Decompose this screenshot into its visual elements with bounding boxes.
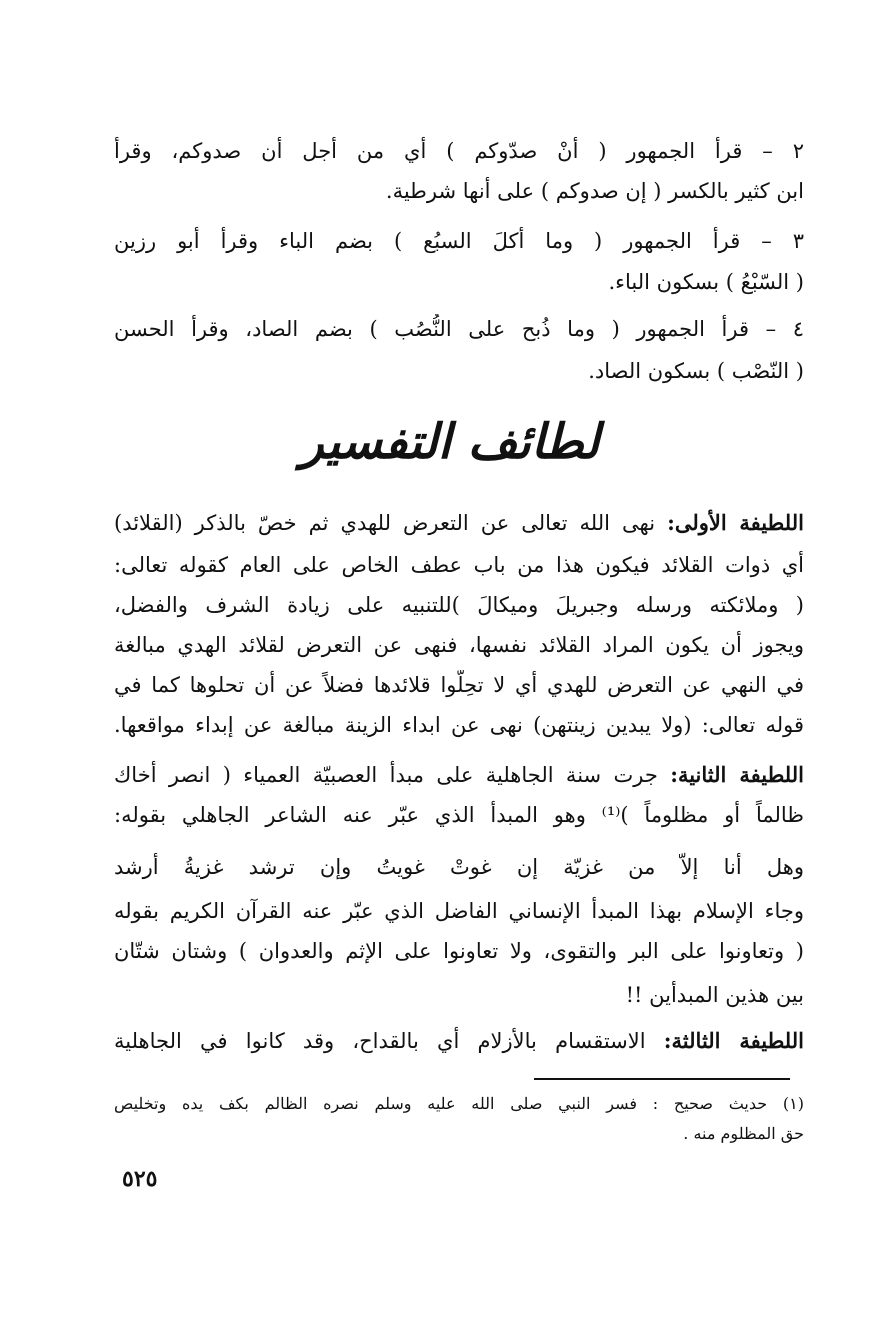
reading-2-line-2: ابن كثير بالكسر ( إن صدوكم ) على أنها شرطية.	[385, 179, 804, 203]
reading-2-line-1	[114, 136, 804, 166]
reading-4-line-1	[114, 314, 804, 344]
footnote-line-1: (١) حديث صحيح : فسر النبي صلى الله عليه وسلم نصره الظالم بكف يده وتخليص	[114, 1094, 804, 1113]
subtlety-2-line-5: ( وتعاونوا على البر والتقوى، ولا تعاونوا على الإثم والعدوان ) وشتان شتّان	[114, 939, 804, 963]
subtlety-1-line-6: قوله تعالى: (ولا يبدين زينتهن) نهى عن ابداء الزينة مبالغة عن إبداء مواقعها.	[114, 713, 804, 737]
footnote-line-2: حق المظلوم منه .	[683, 1124, 804, 1143]
section-heading-text: لطائف التفسير	[300, 414, 600, 470]
subtlety-1-line-2: أي ذوات القلائد فيكون هذا من باب عطف الخاص على العام كقوله تعالى:	[114, 553, 804, 577]
subtlety-2-line-1	[114, 760, 804, 790]
reading-3-line-1	[114, 226, 804, 256]
subtlety-1-line-5: في النهي عن التعرض للهدي أي لا تحِلّوا قلائدها فضلاً عن أن تحلوها كما في	[114, 673, 804, 697]
subtlety-1-label: اللطيفة الأولى:	[667, 510, 804, 535]
subtlety-2-line-6: بين هذين المبدأين !!	[625, 983, 804, 1007]
reading-4-number: ٤ –	[765, 317, 804, 341]
subtlety-1-line-4: ويجوز أن يكون المراد القلائد نفسها، فنهى عن التعرض لقلائد الهدي مبالغة	[114, 633, 804, 657]
subtlety-3-line-1	[114, 1026, 804, 1056]
subtlety-2-line-4: وجاء الإسلام بهذا المبدأ الإنساني الفاضل الذي عبّر عنه القرآن الكريم بقوله	[114, 899, 804, 923]
reading-2-number: ٢ –	[762, 139, 804, 163]
poetry-verse: وهل أنا إلاّ من غزيّة إن غوتْ غويتُ وإن ترشد غزيةُ أرشد	[114, 855, 804, 879]
reading-4-line-2: ( النّصْب ) بسكون الصاد.	[588, 359, 804, 383]
subtlety-2-text-1: جرت سنة الجاهلية على مبدأ العصبيّة العمياء ( انصر أخاك	[114, 763, 658, 787]
subtlety-1-line-1	[114, 508, 804, 538]
subtlety-3-text-1: الاستقسام بالأزلام أي بالقداح، وقد كانوا في الجاهلية	[114, 1029, 646, 1053]
reading-3-text: قرأ الجمهور ( وما أكلَ السبُع ) بضم الباء وقرأ أبو رزين	[114, 229, 741, 253]
reading-2-text: قرأ الجمهور ( أنْ صدّوكم ) أي من أجل أن صدوكم، وقرأ	[114, 139, 743, 163]
reading-3-line-2: ( السّبْعُ ) بسكون الباء.	[608, 270, 804, 294]
subtlety-1-text-1: نهى الله تعالى عن التعرض للهدي ثم خصّ بالذكر (القلائد)	[114, 511, 656, 535]
subtlety-3-label: اللطيفة الثالثة:	[663, 1028, 804, 1053]
footnote-separator	[534, 1078, 790, 1080]
subtlety-1-line-3: ( وملائكته ورسله وجبريلَ وميكالَ )للتنبيه على زيادة الشرف والفضل،	[114, 593, 804, 617]
subtlety-2-label: اللطيفة الثانية:	[670, 762, 804, 787]
reading-3-number: ٣ –	[761, 229, 804, 253]
reading-4-text: قرأ الجمهور ( وما ذُبح على النُّصُب ) بضم الصاد، وقرأ الحسن	[114, 317, 750, 341]
page-number: ٥٢٥	[122, 1166, 158, 1192]
section-heading	[300, 400, 600, 490]
subtlety-2-line-2: ظالماً أو مظلوماً )⁽¹⁾ وهو المبدأ الذي عبّر عنه الشاعر الجاهلي بقوله:	[114, 803, 804, 827]
